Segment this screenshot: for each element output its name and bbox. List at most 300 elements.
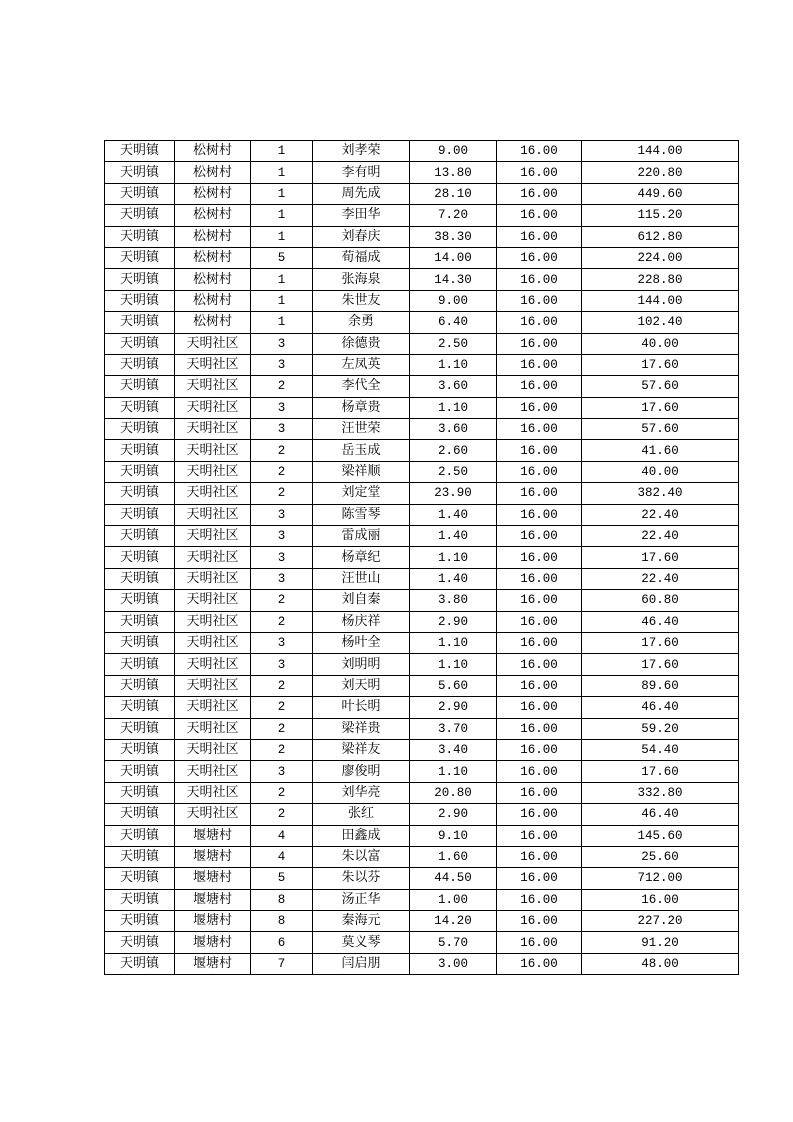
- name-cell: 左凤英: [313, 354, 410, 375]
- amount-cell: 227.20: [582, 911, 739, 932]
- amount-cell: 40.00: [582, 333, 739, 354]
- village-cell: 天明社区: [175, 697, 251, 718]
- name-cell: 刘天明: [313, 675, 410, 696]
- area-cell: 13.80: [410, 162, 497, 183]
- area-cell: 1.10: [410, 632, 497, 653]
- table-row: [105, 376, 739, 397]
- town-cell: 天明镇: [105, 782, 175, 803]
- name-cell: 刘孝荣: [313, 141, 410, 162]
- area-cell: 9.00: [410, 290, 497, 311]
- town-cell: 天明镇: [105, 590, 175, 611]
- table-row: [105, 846, 739, 867]
- table-row: [105, 761, 739, 782]
- name-cell: 徐德贵: [313, 333, 410, 354]
- area-cell: 38.30: [410, 226, 497, 247]
- town-cell: 天明镇: [105, 654, 175, 675]
- name-cell: 刘定堂: [313, 483, 410, 504]
- area-cell: 1.40: [410, 526, 497, 547]
- name-cell: 刘自秦: [313, 590, 410, 611]
- area-cell: 7.20: [410, 205, 497, 226]
- name-cell: 雷成丽: [313, 526, 410, 547]
- price-cell: 16.00: [497, 889, 582, 910]
- name-cell: 朱世友: [313, 290, 410, 311]
- area-cell: 1.60: [410, 846, 497, 867]
- town-cell: 天明镇: [105, 205, 175, 226]
- table-row: [105, 483, 739, 504]
- village-cell: 天明社区: [175, 804, 251, 825]
- group-cell: 2: [251, 718, 313, 739]
- name-cell: 刘华亮: [313, 782, 410, 803]
- town-cell: 天明镇: [105, 183, 175, 204]
- village-cell: 天明社区: [175, 354, 251, 375]
- area-cell: 1.10: [410, 654, 497, 675]
- price-cell: 16.00: [497, 568, 582, 589]
- amount-cell: 144.00: [582, 290, 739, 311]
- name-cell: 廖俊明: [313, 761, 410, 782]
- group-cell: 3: [251, 547, 313, 568]
- town-cell: 天明镇: [105, 162, 175, 183]
- village-cell: 天明社区: [175, 504, 251, 525]
- area-cell: 1.10: [410, 354, 497, 375]
- table-row: [105, 697, 739, 718]
- area-cell: 1.00: [410, 889, 497, 910]
- area-cell: 5.70: [410, 932, 497, 953]
- amount-cell: 22.40: [582, 568, 739, 589]
- group-cell: 3: [251, 354, 313, 375]
- table-row: [105, 397, 739, 418]
- village-cell: 天明社区: [175, 333, 251, 354]
- village-cell: 堰塘村: [175, 932, 251, 953]
- price-cell: 16.00: [497, 354, 582, 375]
- town-cell: 天明镇: [105, 461, 175, 482]
- town-cell: 天明镇: [105, 376, 175, 397]
- village-cell: 松树村: [175, 226, 251, 247]
- group-cell: 2: [251, 782, 313, 803]
- town-cell: 天明镇: [105, 269, 175, 290]
- area-cell: 5.60: [410, 675, 497, 696]
- town-cell: 天明镇: [105, 290, 175, 311]
- group-cell: 3: [251, 526, 313, 547]
- name-cell: 周先成: [313, 183, 410, 204]
- table-row: [105, 269, 739, 290]
- data-table: [104, 140, 739, 975]
- price-cell: 16.00: [497, 440, 582, 461]
- village-cell: 天明社区: [175, 654, 251, 675]
- amount-cell: 144.00: [582, 141, 739, 162]
- price-cell: 16.00: [497, 226, 582, 247]
- name-cell: 杨庆祥: [313, 611, 410, 632]
- area-cell: 2.90: [410, 611, 497, 632]
- price-cell: 16.00: [497, 846, 582, 867]
- area-cell: 1.40: [410, 568, 497, 589]
- table-row: [105, 590, 739, 611]
- price-cell: 16.00: [497, 376, 582, 397]
- group-cell: 3: [251, 504, 313, 525]
- village-cell: 天明社区: [175, 376, 251, 397]
- price-cell: 16.00: [497, 611, 582, 632]
- town-cell: 天明镇: [105, 483, 175, 504]
- town-cell: 天明镇: [105, 889, 175, 910]
- table-row: [105, 675, 739, 696]
- amount-cell: 60.80: [582, 590, 739, 611]
- town-cell: 天明镇: [105, 526, 175, 547]
- group-cell: 3: [251, 333, 313, 354]
- table-row: [105, 162, 739, 183]
- village-cell: 天明社区: [175, 461, 251, 482]
- group-cell: 5: [251, 247, 313, 268]
- price-cell: 16.00: [497, 269, 582, 290]
- name-cell: 秦海元: [313, 911, 410, 932]
- price-cell: 16.00: [497, 290, 582, 311]
- area-cell: 3.60: [410, 419, 497, 440]
- price-cell: 16.00: [497, 825, 582, 846]
- table-body: [105, 141, 739, 975]
- amount-cell: 115.20: [582, 205, 739, 226]
- amount-cell: 57.60: [582, 419, 739, 440]
- village-cell: 天明社区: [175, 397, 251, 418]
- village-cell: 天明社区: [175, 526, 251, 547]
- village-cell: 天明社区: [175, 547, 251, 568]
- group-cell: 2: [251, 440, 313, 461]
- price-cell: 16.00: [497, 333, 582, 354]
- village-cell: 堰塘村: [175, 825, 251, 846]
- amount-cell: 59.20: [582, 718, 739, 739]
- name-cell: 陈雪琴: [313, 504, 410, 525]
- group-cell: 5: [251, 868, 313, 889]
- village-cell: 堰塘村: [175, 846, 251, 867]
- village-cell: 天明社区: [175, 483, 251, 504]
- village-cell: 松树村: [175, 162, 251, 183]
- village-cell: 松树村: [175, 183, 251, 204]
- group-cell: 7: [251, 953, 313, 974]
- village-cell: 天明社区: [175, 590, 251, 611]
- table-row: [105, 932, 739, 953]
- area-cell: 6.40: [410, 312, 497, 333]
- amount-cell: 102.40: [582, 312, 739, 333]
- group-cell: 1: [251, 269, 313, 290]
- price-cell: 16.00: [497, 761, 582, 782]
- price-cell: 16.00: [497, 697, 582, 718]
- price-cell: 16.00: [497, 312, 582, 333]
- price-cell: 16.00: [497, 911, 582, 932]
- table-row: [105, 440, 739, 461]
- amount-cell: 17.60: [582, 547, 739, 568]
- amount-cell: 57.60: [582, 376, 739, 397]
- area-cell: 2.60: [410, 440, 497, 461]
- group-cell: 2: [251, 804, 313, 825]
- amount-cell: 332.80: [582, 782, 739, 803]
- town-cell: 天明镇: [105, 312, 175, 333]
- amount-cell: 46.40: [582, 611, 739, 632]
- table-row: [105, 868, 739, 889]
- name-cell: 闫启朋: [313, 953, 410, 974]
- town-cell: 天明镇: [105, 761, 175, 782]
- area-cell: 3.40: [410, 739, 497, 760]
- name-cell: 梁祥顺: [313, 461, 410, 482]
- name-cell: 岳玉成: [313, 440, 410, 461]
- village-cell: 堰塘村: [175, 868, 251, 889]
- group-cell: 3: [251, 761, 313, 782]
- area-cell: 2.90: [410, 697, 497, 718]
- village-cell: 堰塘村: [175, 889, 251, 910]
- town-cell: 天明镇: [105, 333, 175, 354]
- price-cell: 16.00: [497, 739, 582, 760]
- town-cell: 天明镇: [105, 718, 175, 739]
- town-cell: 天明镇: [105, 932, 175, 953]
- table-row: [105, 718, 739, 739]
- name-cell: 杨章贵: [313, 397, 410, 418]
- table-row: [105, 568, 739, 589]
- amount-cell: 17.60: [582, 654, 739, 675]
- village-cell: 堰塘村: [175, 911, 251, 932]
- group-cell: 2: [251, 590, 313, 611]
- name-cell: 杨叶全: [313, 632, 410, 653]
- price-cell: 16.00: [497, 932, 582, 953]
- name-cell: 刘春庆: [313, 226, 410, 247]
- amount-cell: 145.60: [582, 825, 739, 846]
- table-row: [105, 547, 739, 568]
- group-cell: 2: [251, 461, 313, 482]
- town-cell: 天明镇: [105, 675, 175, 696]
- area-cell: 1.10: [410, 397, 497, 418]
- name-cell: 刘明明: [313, 654, 410, 675]
- table-row: [105, 333, 739, 354]
- town-cell: 天明镇: [105, 547, 175, 568]
- price-cell: 16.00: [497, 804, 582, 825]
- area-cell: 2.50: [410, 461, 497, 482]
- village-cell: 天明社区: [175, 675, 251, 696]
- group-cell: 1: [251, 226, 313, 247]
- town-cell: 天明镇: [105, 739, 175, 760]
- table-row: [105, 739, 739, 760]
- area-cell: 28.10: [410, 183, 497, 204]
- village-cell: 天明社区: [175, 739, 251, 760]
- group-cell: 2: [251, 483, 313, 504]
- group-cell: 2: [251, 739, 313, 760]
- group-cell: 6: [251, 932, 313, 953]
- area-cell: 1.10: [410, 547, 497, 568]
- amount-cell: 41.60: [582, 440, 739, 461]
- group-cell: 2: [251, 675, 313, 696]
- town-cell: 天明镇: [105, 568, 175, 589]
- village-cell: 天明社区: [175, 782, 251, 803]
- area-cell: 3.70: [410, 718, 497, 739]
- price-cell: 16.00: [497, 547, 582, 568]
- area-cell: 2.90: [410, 804, 497, 825]
- town-cell: 天明镇: [105, 846, 175, 867]
- amount-cell: 220.80: [582, 162, 739, 183]
- amount-cell: 40.00: [582, 461, 739, 482]
- price-cell: 16.00: [497, 419, 582, 440]
- amount-cell: 22.40: [582, 504, 739, 525]
- town-cell: 天明镇: [105, 804, 175, 825]
- amount-cell: 228.80: [582, 269, 739, 290]
- name-cell: 朱以芬: [313, 868, 410, 889]
- name-cell: 朱以富: [313, 846, 410, 867]
- town-cell: 天明镇: [105, 953, 175, 974]
- price-cell: 16.00: [497, 397, 582, 418]
- table-row: [105, 183, 739, 204]
- village-cell: 松树村: [175, 290, 251, 311]
- area-cell: 14.20: [410, 911, 497, 932]
- table-row: [105, 911, 739, 932]
- area-cell: 9.10: [410, 825, 497, 846]
- table-row: [105, 953, 739, 974]
- town-cell: 天明镇: [105, 440, 175, 461]
- name-cell: 叶长明: [313, 697, 410, 718]
- price-cell: 16.00: [497, 675, 582, 696]
- group-cell: 1: [251, 312, 313, 333]
- name-cell: 杨章纪: [313, 547, 410, 568]
- amount-cell: 449.60: [582, 183, 739, 204]
- amount-cell: 612.80: [582, 226, 739, 247]
- amount-cell: 712.00: [582, 868, 739, 889]
- area-cell: 1.40: [410, 504, 497, 525]
- group-cell: 1: [251, 290, 313, 311]
- amount-cell: 17.60: [582, 354, 739, 375]
- town-cell: 天明镇: [105, 868, 175, 889]
- table-row: [105, 205, 739, 226]
- amount-cell: 17.60: [582, 632, 739, 653]
- area-cell: 9.00: [410, 141, 497, 162]
- area-cell: 14.00: [410, 247, 497, 268]
- table-row: [105, 825, 739, 846]
- area-cell: 44.50: [410, 868, 497, 889]
- table-row: [105, 290, 739, 311]
- town-cell: 天明镇: [105, 611, 175, 632]
- name-cell: 田鑫成: [313, 825, 410, 846]
- price-cell: 16.00: [497, 590, 582, 611]
- table-row: [105, 419, 739, 440]
- town-cell: 天明镇: [105, 141, 175, 162]
- amount-cell: 91.20: [582, 932, 739, 953]
- village-cell: 松树村: [175, 205, 251, 226]
- village-cell: 松树村: [175, 312, 251, 333]
- group-cell: 4: [251, 846, 313, 867]
- table-row: [105, 632, 739, 653]
- amount-cell: 46.40: [582, 697, 739, 718]
- name-cell: 余勇: [313, 312, 410, 333]
- table-row: [105, 654, 739, 675]
- price-cell: 16.00: [497, 718, 582, 739]
- village-cell: 天明社区: [175, 419, 251, 440]
- village-cell: 天明社区: [175, 718, 251, 739]
- table-row: [105, 354, 739, 375]
- table-row: [105, 889, 739, 910]
- table-row: [105, 504, 739, 525]
- name-cell: 梁祥友: [313, 739, 410, 760]
- group-cell: 2: [251, 697, 313, 718]
- group-cell: 3: [251, 419, 313, 440]
- name-cell: 汤正华: [313, 889, 410, 910]
- town-cell: 天明镇: [105, 504, 175, 525]
- amount-cell: 17.60: [582, 397, 739, 418]
- village-cell: 堰塘村: [175, 953, 251, 974]
- group-cell: 2: [251, 376, 313, 397]
- table-row: [105, 247, 739, 268]
- village-cell: 天明社区: [175, 761, 251, 782]
- town-cell: 天明镇: [105, 247, 175, 268]
- name-cell: 张红: [313, 804, 410, 825]
- town-cell: 天明镇: [105, 354, 175, 375]
- village-cell: 松树村: [175, 247, 251, 268]
- table-row: [105, 611, 739, 632]
- table-row: [105, 782, 739, 803]
- group-cell: 8: [251, 911, 313, 932]
- group-cell: 1: [251, 141, 313, 162]
- group-cell: 3: [251, 654, 313, 675]
- village-cell: 松树村: [175, 269, 251, 290]
- price-cell: 16.00: [497, 504, 582, 525]
- town-cell: 天明镇: [105, 632, 175, 653]
- price-cell: 16.00: [497, 483, 582, 504]
- name-cell: 莫义琴: [313, 932, 410, 953]
- area-cell: 2.50: [410, 333, 497, 354]
- table-row: [105, 804, 739, 825]
- table-row: [105, 312, 739, 333]
- amount-cell: 25.60: [582, 846, 739, 867]
- table-row: [105, 526, 739, 547]
- amount-cell: 16.00: [582, 889, 739, 910]
- area-cell: 3.80: [410, 590, 497, 611]
- town-cell: 天明镇: [105, 226, 175, 247]
- amount-cell: 22.40: [582, 526, 739, 547]
- group-cell: 1: [251, 183, 313, 204]
- town-cell: 天明镇: [105, 825, 175, 846]
- name-cell: 张海泉: [313, 269, 410, 290]
- area-cell: 1.10: [410, 761, 497, 782]
- price-cell: 16.00: [497, 526, 582, 547]
- amount-cell: 17.60: [582, 761, 739, 782]
- amount-cell: 89.60: [582, 675, 739, 696]
- price-cell: 16.00: [497, 141, 582, 162]
- area-cell: 23.90: [410, 483, 497, 504]
- town-cell: 天明镇: [105, 419, 175, 440]
- price-cell: 16.00: [497, 461, 582, 482]
- price-cell: 16.00: [497, 632, 582, 653]
- group-cell: 3: [251, 632, 313, 653]
- name-cell: 李田华: [313, 205, 410, 226]
- name-cell: 李有明: [313, 162, 410, 183]
- price-cell: 16.00: [497, 205, 582, 226]
- area-cell: 3.00: [410, 953, 497, 974]
- name-cell: 汪世山: [313, 568, 410, 589]
- table-row: [105, 461, 739, 482]
- amount-cell: 54.40: [582, 739, 739, 760]
- village-cell: 松树村: [175, 141, 251, 162]
- village-cell: 天明社区: [175, 632, 251, 653]
- group-cell: 2: [251, 611, 313, 632]
- name-cell: 梁祥贵: [313, 718, 410, 739]
- area-cell: 20.80: [410, 782, 497, 803]
- town-cell: 天明镇: [105, 397, 175, 418]
- town-cell: 天明镇: [105, 911, 175, 932]
- price-cell: 16.00: [497, 782, 582, 803]
- name-cell: 荀福成: [313, 247, 410, 268]
- group-cell: 3: [251, 568, 313, 589]
- price-cell: 16.00: [497, 868, 582, 889]
- price-cell: 16.00: [497, 953, 582, 974]
- amount-cell: 46.40: [582, 804, 739, 825]
- table-row: [105, 141, 739, 162]
- price-cell: 16.00: [497, 654, 582, 675]
- amount-cell: 382.40: [582, 483, 739, 504]
- village-cell: 天明社区: [175, 440, 251, 461]
- area-cell: 14.30: [410, 269, 497, 290]
- table-row: [105, 226, 739, 247]
- price-cell: 16.00: [497, 183, 582, 204]
- amount-cell: 48.00: [582, 953, 739, 974]
